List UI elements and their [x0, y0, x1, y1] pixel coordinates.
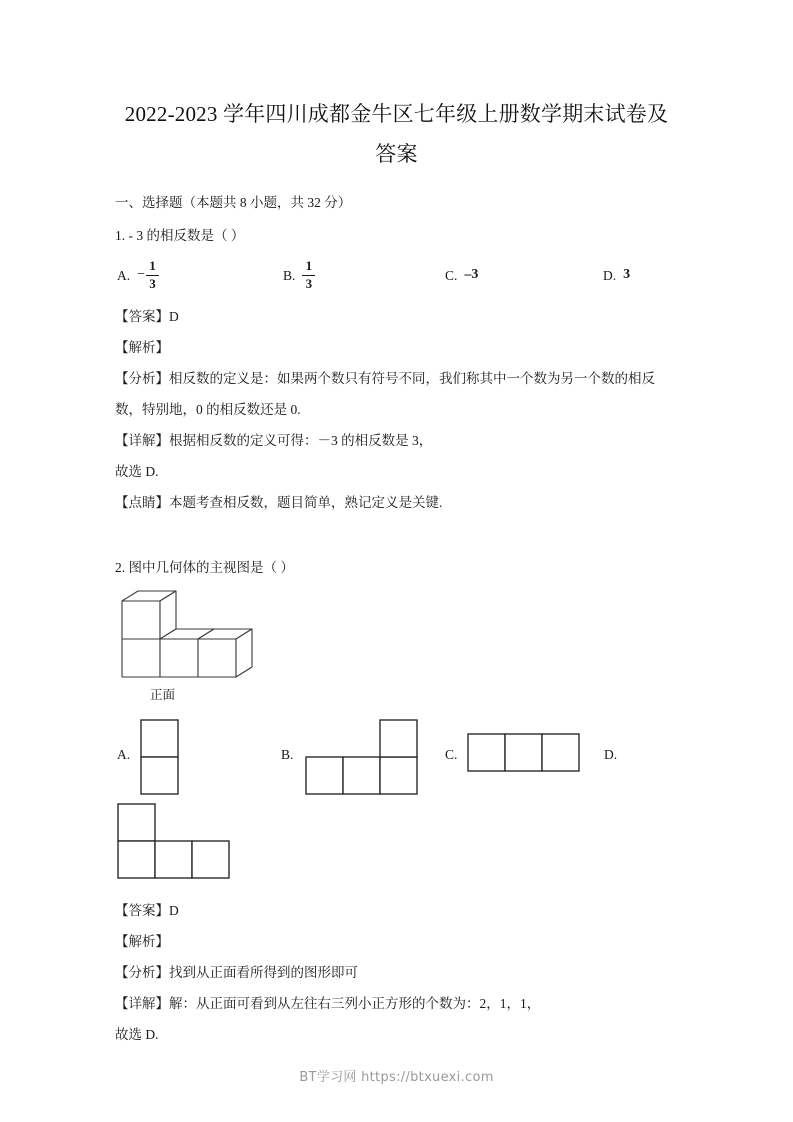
question-2-figure-caption: 正面 — [150, 688, 176, 702]
question-2-stem: 2. 图中几何体的主视图是（ ） — [115, 560, 294, 575]
option-a-label: A. — [117, 268, 131, 283]
question-1-option-a[interactable] — [117, 253, 159, 297]
option-a-numerator: 1 — [149, 258, 156, 274]
question-1-analysis-line-1: 【分析】相反数的定义是：如果两个数只有符号不同，我们称其中一个数为另一个数的相反 — [115, 371, 655, 386]
question-1-answer: 【答案】D — [115, 309, 179, 324]
question-2-analysis: 【分析】找到从正面看所得到的图形即可 — [115, 965, 358, 980]
grid-3x1-icon — [467, 733, 585, 777]
question-1-option-c[interactable] — [445, 253, 478, 297]
question-2-option-c-shape[interactable] — [467, 733, 585, 777]
grid-1x2-icon — [140, 719, 184, 799]
question-1-choose: 故选 D. — [115, 464, 159, 479]
question-2-option-a-shape[interactable] — [140, 719, 184, 799]
option-a-denominator: 3 — [149, 275, 156, 291]
question-1-detail: 【详解】根据相反数的定义可得：－3 的相反数是 3， — [115, 433, 433, 448]
question-1-analysis-line-2: 数，特别地，0 的相反数还是 0. — [115, 402, 301, 417]
grid-3-row-plus-top-right-icon — [305, 719, 425, 799]
question-2-jiexi-label: 【解析】 — [115, 934, 169, 949]
question-2-option-d-shape[interactable] — [117, 803, 237, 883]
option-b-denominator: 3 — [305, 275, 313, 291]
question-2-answer: 【答案】D — [115, 903, 179, 918]
option-d-value: 3 — [623, 267, 631, 282]
option-c-label: C. — [445, 268, 458, 283]
solid-figure-icon — [118, 589, 278, 689]
question-1-option-b[interactable] — [283, 253, 315, 297]
option-b-numerator: 1 — [305, 258, 313, 274]
page-title-line-2: 答案 — [375, 142, 418, 166]
question-1-option-d[interactable] — [603, 253, 630, 297]
footer-watermark: BT学习网 https://btxuexi.com — [299, 1070, 494, 1085]
question-2-option-b-shape[interactable] — [305, 719, 425, 799]
option-b-label: B. — [283, 268, 296, 283]
question-1-stem: 1. - 3 的相反数是（ ） — [115, 228, 245, 243]
question-2-figure — [118, 589, 678, 709]
question-2-option-b-label: B. — [281, 747, 294, 762]
question-2-option-d-label: D. — [604, 747, 618, 762]
question-2-option-a-label: A. — [117, 747, 131, 762]
option-d-label: D. — [603, 268, 617, 283]
option-b-fraction — [302, 259, 315, 290]
option-a-fraction — [146, 259, 159, 290]
question-2-choose: 故选 D. — [115, 1027, 159, 1042]
question-1-jiexi-label: 【解析】 — [115, 340, 169, 355]
grid-top-left-plus-3-row-icon — [117, 803, 237, 883]
option-c-value: –3 — [464, 267, 479, 282]
page-title — [115, 0, 678, 174]
question-1-dianjing: 【点睛】本题考查相反数，题目简单，熟记定义是关键. — [115, 495, 443, 510]
page-title-line-1: 2022-2023 学年四川成都金牛区七年级上册数学期末试卷及 — [124, 102, 669, 126]
page-content — [115, 0, 678, 1050]
question-2-options-row-1 — [115, 713, 678, 801]
section-heading: 一、选择题（本题共 8 小题，共 32 分） — [115, 195, 352, 210]
question-1-options — [115, 253, 678, 301]
option-a-sign: − — [137, 267, 146, 282]
question-2-option-c-label: C. — [445, 747, 458, 762]
question-2-detail: 【详解】解：从正面可看到从左往右三列小正方形的个数为：2，1，1， — [115, 996, 541, 1011]
question-2-options-row-2 — [115, 803, 678, 891]
